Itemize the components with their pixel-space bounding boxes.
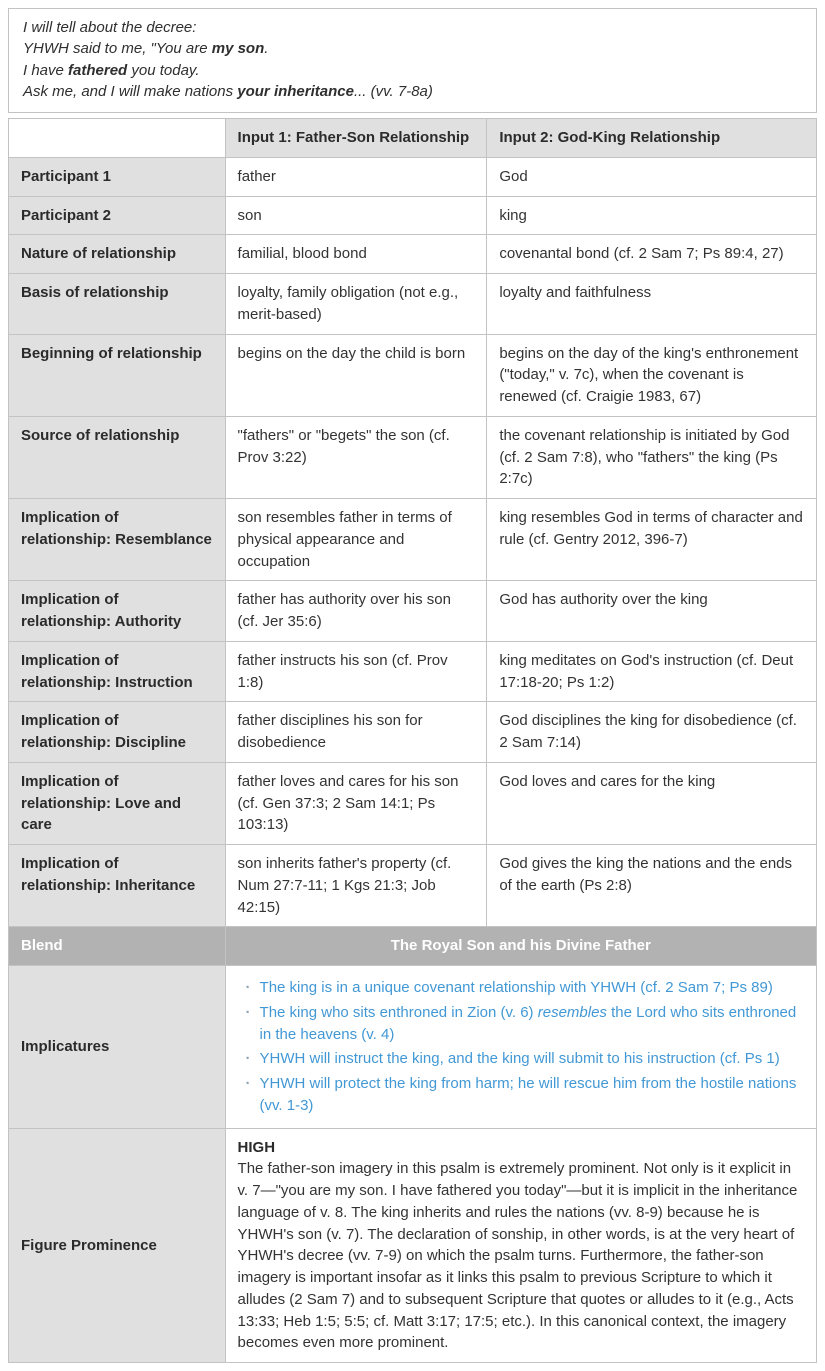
input2-cell: God gives the king the nations and the ends of the earth (Ps 2:8) xyxy=(487,845,817,927)
table-row xyxy=(9,581,817,642)
input2-header: Input 2: God-King Relationship xyxy=(487,119,817,158)
input2-cell: king resembles God in terms of character and rule (cf. Gentry 2012, 396-7) xyxy=(487,499,817,581)
input2-cell: loyalty and faithfulness xyxy=(487,274,817,335)
quote-line: I have fathered you today. xyxy=(23,61,200,79)
input2-cell: begins on the day of the king's enthronement ("today," v. 7c), when the covenant is renewed (cf. Craigie 1983, 67) xyxy=(487,334,817,416)
input1-header: Input 1: Father-Son Relationship xyxy=(225,119,487,158)
row-label: Basis of relationship xyxy=(9,274,226,335)
row-label: Implication of relationship: Discipline xyxy=(9,702,226,763)
quote-line: Ask me, and I will make nations your inheritance... (vv. 7-8a) xyxy=(23,82,433,100)
implicature-item: · The king who sits enthroned in Zion (v. 6) resembles the Lord who sits enthroned in the heavens (v. 4) xyxy=(244,1002,804,1046)
empty-header-cell xyxy=(9,119,226,158)
prominence-description: The father-son imagery in this psalm is extremely prominent. Not only is it explicit in v. 7—"you are my son. I have fathered you today"—but it is implicit in the inheritance language of v. 8. The king inherits and rules the nations (vv. 8-9) because he is YHWH's son (v. 7). The declaration of sonship, in other words, is at the very heart of YHWH's decree (vv. 7-9) on which the psalm turns. Furthermore, the father-son imagery is important insofar as it links this psalm to previous Scripture to which it alludes (2 Sam 7) and to subsequent Scripture that quotes or alludes to it (e.g., Acts 13:33; Heb 1:5; 5:5; cf. Matt 3:17; 17:5; etc.). In this canonical context, the imagery becomes even more prominent. xyxy=(237,1160,798,1352)
row-label: Implication of relationship: Resemblance xyxy=(9,499,226,581)
prominence-level: HIGH xyxy=(237,1138,276,1156)
table-row xyxy=(9,499,817,581)
implicature-item: · YHWH will protect the king from harm; he will rescue him from the hostile nations (vv. 1-3) xyxy=(244,1073,804,1117)
row-label: Implication of relationship: Love and care xyxy=(9,762,226,844)
row-label: Source of relationship xyxy=(9,416,226,498)
input2-cell: God has authority over the king xyxy=(487,581,817,642)
row-label: Nature of relationship xyxy=(9,235,226,274)
table-row xyxy=(9,702,817,763)
row-label: Implication of relationship: Inheritance xyxy=(9,845,226,927)
input2-cell: the covenant relationship is initiated by God (cf. 2 Sam 7:8), who "fathers" the king (Ps 2:7c) xyxy=(487,416,817,498)
input1-cell: familial, blood bond xyxy=(225,235,487,274)
input2-cell: covenantal bond (cf. 2 Sam 7; Ps 89:4, 27) xyxy=(487,235,817,274)
input1-cell: "fathers" or "begets" the son (cf. Prov 3:22) xyxy=(225,416,487,498)
table-row xyxy=(9,416,817,498)
blend-label: Blend xyxy=(9,927,226,966)
table-row xyxy=(9,845,817,927)
quote-line: YHWH said to me, "You are my son. xyxy=(23,40,269,58)
input1-cell: father loves and cares for his son (cf. Gen 37:3; 2 Sam 14:1; Ps 103:13) xyxy=(225,762,487,844)
implicatures-label: Implicatures xyxy=(9,966,226,1129)
table-row xyxy=(9,334,817,416)
input1-cell: father instructs his son (cf. Prov 1:8) xyxy=(225,641,487,702)
implicatures-cell xyxy=(225,966,816,1129)
table-row xyxy=(9,157,817,196)
input2-cell: God loves and cares for the king xyxy=(487,762,817,844)
row-label: Participant 1 xyxy=(9,157,226,196)
input1-cell: father xyxy=(225,157,487,196)
table-header-row xyxy=(9,119,817,158)
implicature-item: · The king is in a unique covenant relationship with YHWH (cf. 2 Sam 7; Ps 89) xyxy=(244,977,804,999)
input2-cell: God disciplines the king for disobedience (cf. 2 Sam 7:14) xyxy=(487,702,817,763)
input2-cell: God xyxy=(487,157,817,196)
blend-row xyxy=(9,927,817,966)
blend-title: The Royal Son and his Divine Father xyxy=(225,927,816,966)
implicatures-list xyxy=(238,977,804,1117)
input1-cell: father has authority over his son (cf. Jer 35:6) xyxy=(225,581,487,642)
row-label: Beginning of relationship xyxy=(9,334,226,416)
implicature-item: · YHWH will instruct the king, and the king will submit to his instruction (cf. Ps 1) xyxy=(244,1048,804,1070)
figure-prominence-row xyxy=(9,1128,817,1363)
table-row xyxy=(9,762,817,844)
table-row xyxy=(9,274,817,335)
table-row xyxy=(9,641,817,702)
implicatures-row xyxy=(9,966,817,1129)
table-row xyxy=(9,196,817,235)
row-label: Implication of relationship: Instruction xyxy=(9,641,226,702)
input1-cell: loyalty, family obligation (not e.g., merit-based) xyxy=(225,274,487,335)
row-label: Participant 2 xyxy=(9,196,226,235)
row-label: Implication of relationship: Authority xyxy=(9,581,226,642)
psalm-quote-block xyxy=(8,8,817,113)
input1-cell: begins on the day the child is born xyxy=(225,334,487,416)
input2-cell: king xyxy=(487,196,817,235)
input1-cell: son resembles father in terms of physical appearance and occupation xyxy=(225,499,487,581)
blend-analysis-table xyxy=(8,118,817,1363)
quote-line: I will tell about the decree: xyxy=(23,19,197,36)
figure-prominence-label: Figure Prominence xyxy=(9,1128,226,1363)
input1-cell: father disciplines his son for disobedience xyxy=(225,702,487,763)
figure-prominence-cell xyxy=(225,1128,816,1363)
table-row xyxy=(9,235,817,274)
input1-cell: son xyxy=(225,196,487,235)
input2-cell: king meditates on God's instruction (cf. Deut 17:18-20; Ps 1:2) xyxy=(487,641,817,702)
input1-cell: son inherits father's property (cf. Num 27:7-11; 1 Kgs 21:3; Job 42:15) xyxy=(225,845,487,927)
